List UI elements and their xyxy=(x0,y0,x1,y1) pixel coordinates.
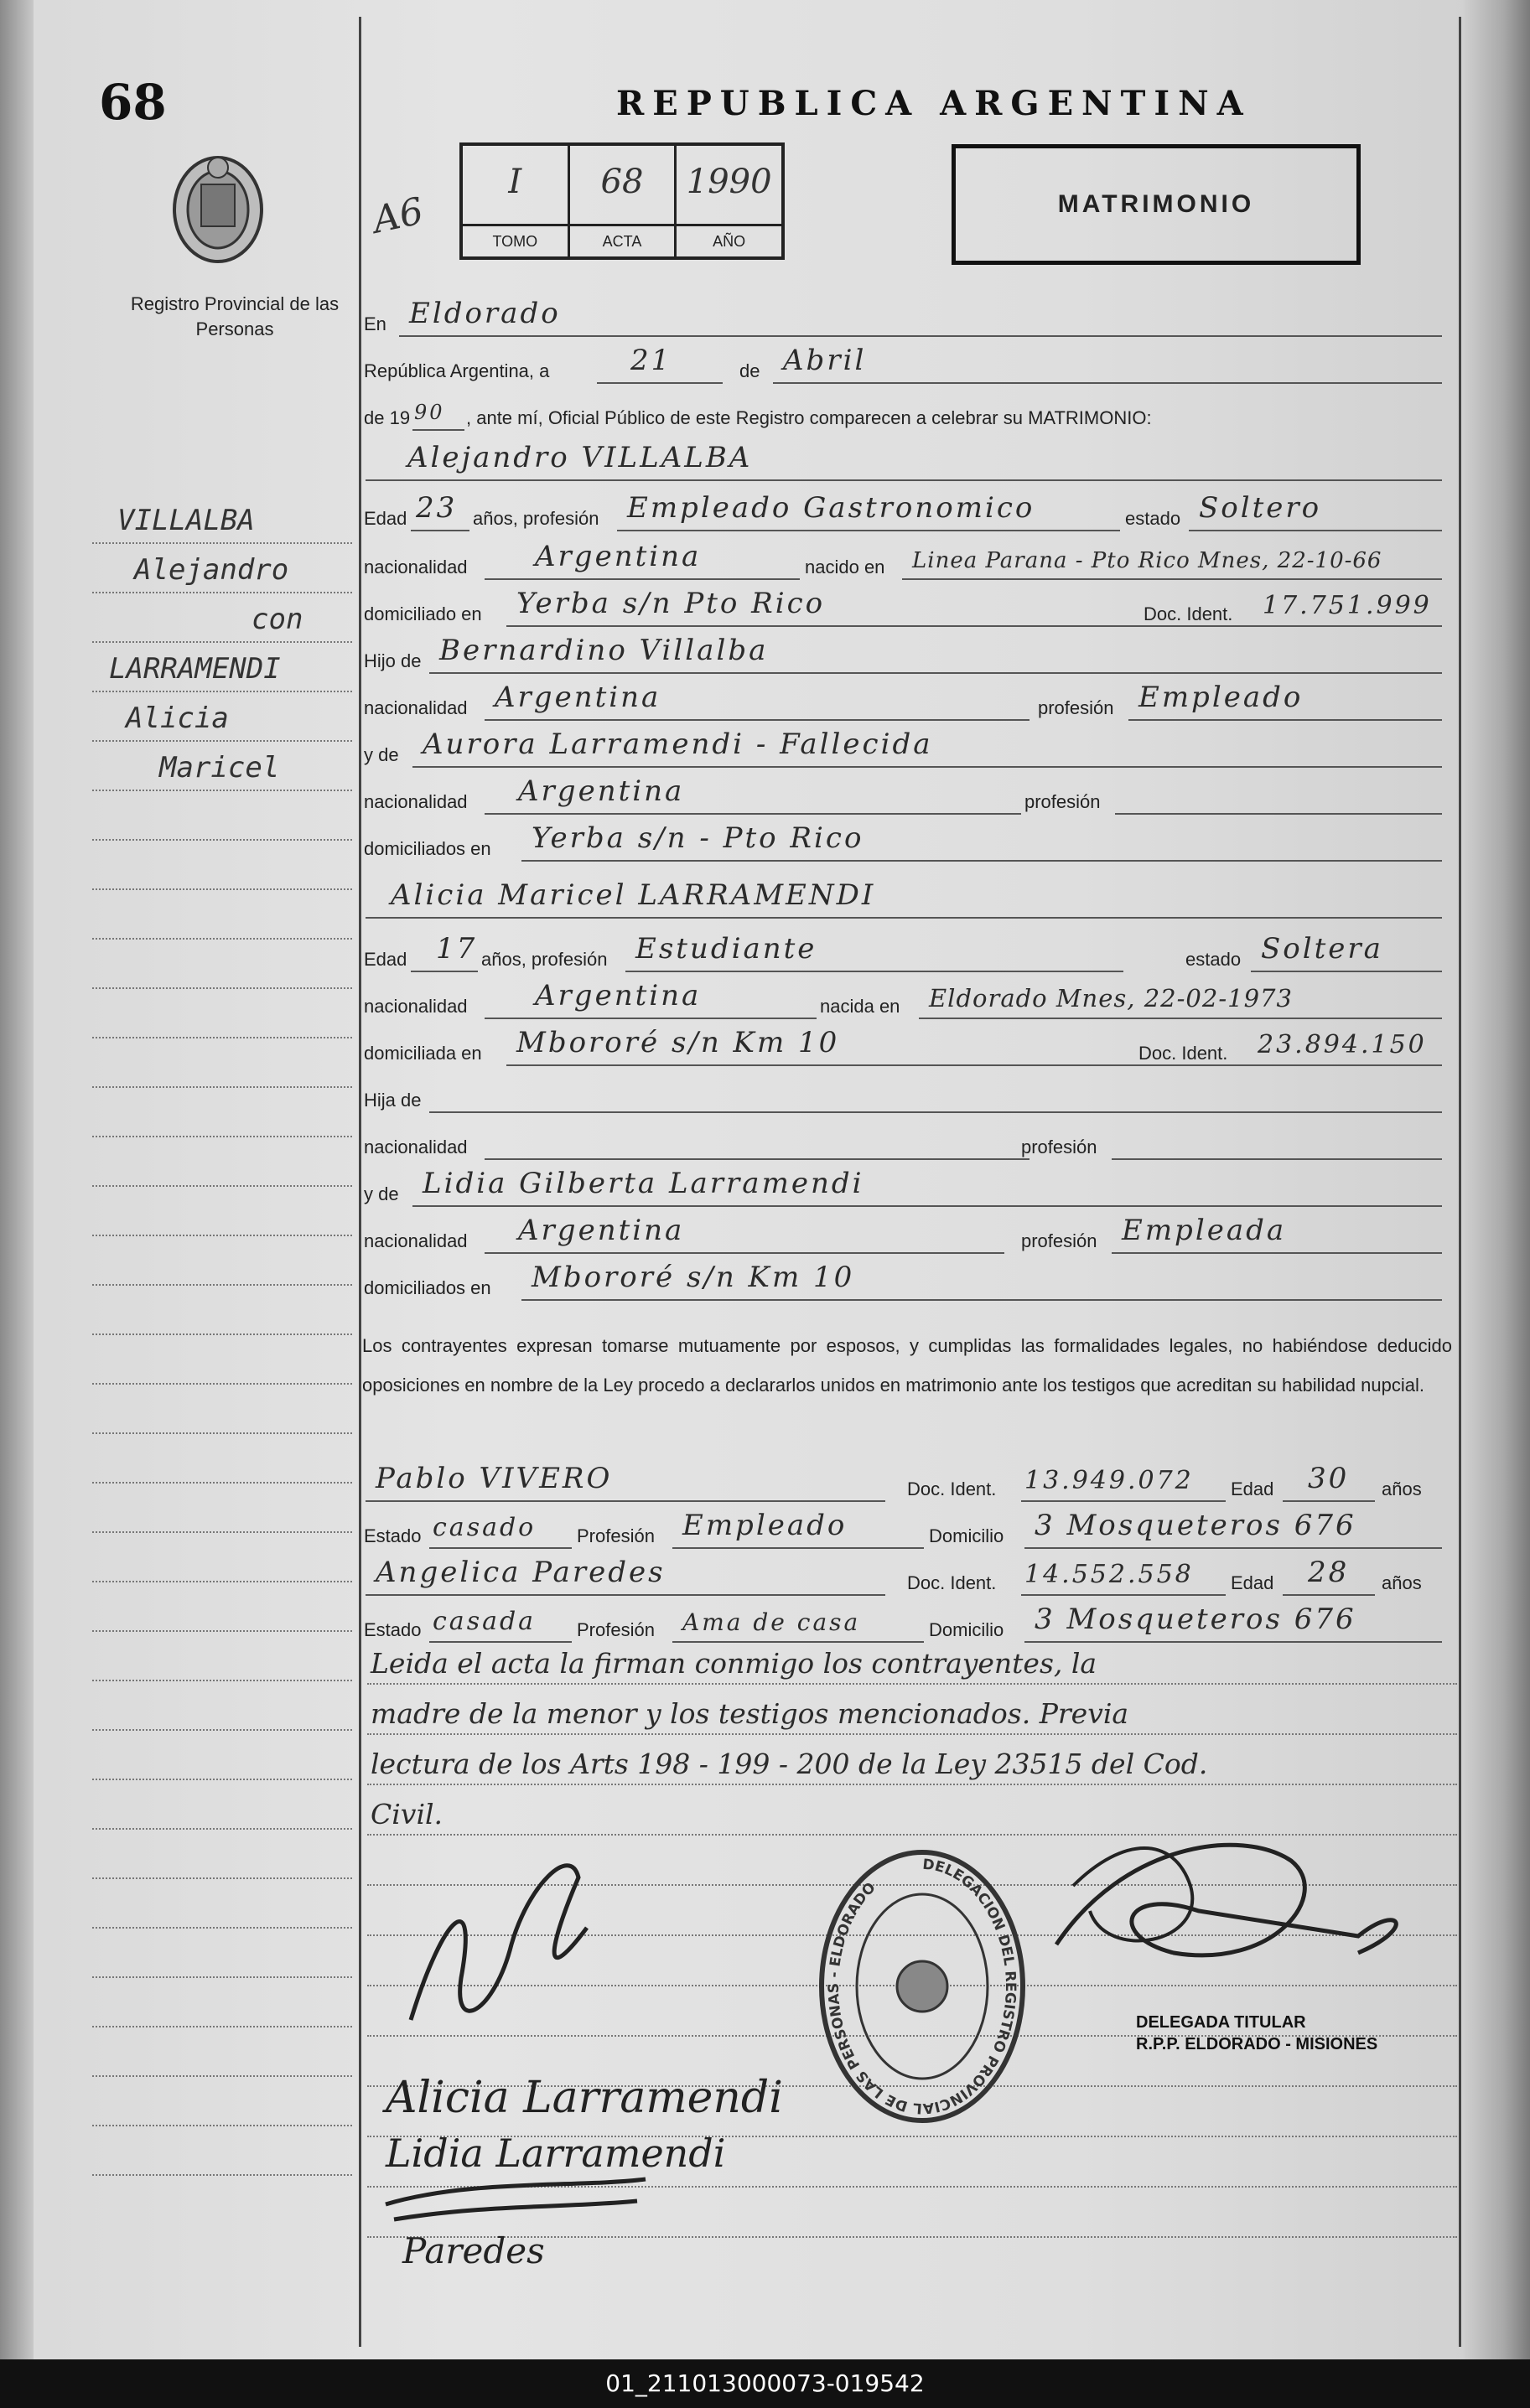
margin-line xyxy=(92,1137,352,1187)
domiciliada-label: domiciliada en xyxy=(364,1043,482,1064)
margin-line xyxy=(92,643,352,692)
seal-text: DELEGACION DEL REGISTRO PROVINCIAL DE LAS PERSONAS - ELDORADO xyxy=(825,1856,1019,2117)
margin-line xyxy=(92,1038,352,1088)
profesion-label: profesión xyxy=(1021,1137,1097,1157)
groom-doc: 17.751.999 xyxy=(1263,591,1432,620)
groom-name: Alejandro VILLALBA xyxy=(407,441,753,474)
margin-line xyxy=(92,1632,352,1681)
margin-line xyxy=(92,791,352,841)
bride-parents-address-row xyxy=(362,1257,1452,1304)
hijo-de-label: Hijo de xyxy=(364,650,422,671)
registry-name: Registro Provincial de las Personas xyxy=(130,293,340,339)
bride-status: Soltera xyxy=(1261,932,1383,966)
domicilio-label: Domicilio xyxy=(929,1619,1004,1640)
ante-mi-label: , ante mí, Oficial Público de este Registro comparecen a celebrar su MATRIMONIO: xyxy=(466,407,1152,428)
de-label: de xyxy=(739,360,760,381)
profesion-label: profesión xyxy=(1038,697,1114,718)
ceremony-year-row xyxy=(362,387,1452,434)
place-field xyxy=(399,295,1442,337)
delegate-title: DELEGADA TITULAR xyxy=(1136,2013,1306,2032)
groom-name-field xyxy=(366,439,1442,481)
bride-mother-field xyxy=(412,1165,1442,1207)
profesion-label: Profesión xyxy=(577,1619,655,1640)
page-right-edge xyxy=(1463,0,1530,2359)
domiciliado-label: domiciliado en xyxy=(364,603,482,624)
bride-nationality: Argentina xyxy=(535,979,702,1012)
groom-signature xyxy=(411,1866,587,2020)
witness-1-name: Pablo VIVERO xyxy=(376,1462,613,1495)
groom-birthplace: Linea Parana - Pto Rico Mnes, 22-10-66 xyxy=(912,548,1382,573)
bride-father-nat-field xyxy=(485,1118,1030,1160)
document-type-box: MATRIMONIO xyxy=(952,144,1361,265)
witness-1-row xyxy=(362,1458,1452,1505)
margin-name: Alejandro xyxy=(134,553,289,587)
edad-label: Edad xyxy=(364,508,407,529)
image-caption: 01_211013000073-019542 xyxy=(0,2359,1530,2408)
margin-line xyxy=(92,1434,352,1484)
bride-mother-row xyxy=(362,1163,1452,1210)
margin-line xyxy=(92,940,352,989)
month-value: Abril xyxy=(783,344,867,377)
witness-2-profession: Ama de casa xyxy=(682,1608,861,1636)
bride-birthplace: Eldorado Mnes, 22-02-1973 xyxy=(929,984,1293,1012)
margin-line xyxy=(92,2077,352,2126)
official-seal xyxy=(813,1844,1031,2129)
groom-mother-row xyxy=(362,724,1452,771)
groom-age-field xyxy=(411,489,469,531)
margin-name: Maricel xyxy=(159,751,280,785)
margin-divider xyxy=(359,17,361,2347)
bride-profession: Estudiante xyxy=(635,932,817,966)
margin-name: con xyxy=(252,603,303,636)
bride-address: Mbororé s/n Km 10 xyxy=(516,1026,840,1059)
witness-1-age: 30 xyxy=(1308,1462,1350,1495)
bride-mother-profession: Empleada xyxy=(1122,1214,1287,1247)
acta-cell xyxy=(570,146,677,256)
closing-line xyxy=(367,1735,1457,1785)
witness-1-profession: Empleado xyxy=(682,1509,848,1542)
groom-nationality-field xyxy=(485,538,800,580)
margin-line xyxy=(92,841,352,890)
place-value: Eldorado xyxy=(409,297,561,330)
groom-father-profession: Empleado xyxy=(1138,681,1304,714)
nacionalidad-label: nacionalidad xyxy=(364,791,468,812)
closing-line xyxy=(367,1685,1457,1735)
anio-label: AÑO xyxy=(677,224,781,256)
witness-1-address: 3 Mosqueteros 676 xyxy=(1035,1509,1356,1542)
margin-line xyxy=(92,2027,352,2077)
bride-doc-field xyxy=(1254,1024,1442,1066)
bride-profession-field xyxy=(625,930,1123,972)
month-field xyxy=(773,342,1442,384)
groom-profession: Empleado Gastronomico xyxy=(627,491,1035,525)
acta-prefix: A6 xyxy=(369,189,428,242)
nacionalidad-label: nacionalidad xyxy=(364,557,468,577)
witness-1-address-field xyxy=(1024,1507,1442,1549)
bride-parents-address: Mbororé s/n Km 10 xyxy=(532,1261,855,1294)
margin-line xyxy=(92,1929,352,1978)
groom-mother: Aurora Larramendi - Fallecida xyxy=(423,728,933,761)
domiciliados-label: domiciliados en xyxy=(364,838,491,859)
y-de-label: y de xyxy=(364,1183,399,1204)
acta-value: 68 xyxy=(600,163,644,201)
margin-line xyxy=(92,1780,352,1830)
bride-address-row xyxy=(362,1023,1452,1069)
bride-name-field xyxy=(366,877,1442,919)
groom-parents-address-row xyxy=(362,818,1452,865)
estado-label: Estado xyxy=(364,1525,422,1546)
doc-ident-label: Doc. Ident. xyxy=(1138,1043,1228,1064)
closing-line xyxy=(367,1634,1457,1685)
doc-ident-label: Doc. Ident. xyxy=(1144,603,1233,624)
groom-parents-address: Yerba s/n - Pto Rico xyxy=(532,821,864,855)
ceremony-place-row xyxy=(362,293,1452,340)
witness-1-doc-field xyxy=(1021,1460,1226,1502)
nacionalidad-label: nacionalidad xyxy=(364,1137,468,1157)
witness-2-doc-field xyxy=(1021,1554,1226,1596)
groom-address: Yerba s/n Pto Rico xyxy=(516,587,826,620)
margin-line xyxy=(92,544,352,593)
signature-lidia: Lidia Larramendi xyxy=(386,2131,726,2176)
margin-line xyxy=(92,1187,352,1236)
groom-father-nationality: Argentina xyxy=(495,681,661,714)
bride-age-row xyxy=(362,929,1452,976)
margin-line xyxy=(92,989,352,1038)
anios-label: años xyxy=(1382,1572,1422,1593)
bride-mother-nat-field xyxy=(485,1212,1004,1254)
groom-father-row xyxy=(362,630,1452,677)
bride-name: Alicia Maricel LARRAMENDI xyxy=(391,878,876,912)
profesion-label: profesión xyxy=(1021,1230,1097,1251)
domiciliados-label: domiciliados en xyxy=(364,1277,491,1298)
profesion-label: Profesión xyxy=(577,1525,655,1546)
tomo-value: I xyxy=(508,163,522,201)
witness-2-age: 28 xyxy=(1308,1556,1350,1589)
groom-birthplace-field xyxy=(902,538,1442,580)
margin-line xyxy=(92,1830,352,1879)
nacido-en-label: nacido en xyxy=(805,557,885,577)
witness-1-prof-field xyxy=(672,1507,924,1549)
margin-line xyxy=(92,1286,352,1335)
groom-status-field xyxy=(1189,489,1442,531)
margin-line xyxy=(92,742,352,791)
anios-profesion-label: años, profesión xyxy=(473,508,599,529)
page-title: REPUBLICA ARGENTINA xyxy=(616,84,1252,123)
bride-nationality-field xyxy=(485,977,817,1019)
delegate-stamp xyxy=(1136,2012,1413,2055)
groom-parents-address-field xyxy=(521,820,1442,862)
edad-label: Edad xyxy=(1231,1478,1274,1499)
margin-line xyxy=(92,692,352,742)
witness-1-status-field xyxy=(429,1507,572,1549)
seal-emblem-icon xyxy=(897,1961,947,2012)
year-field xyxy=(412,389,464,431)
margin-line xyxy=(92,1731,352,1780)
ceremony-date-row xyxy=(362,340,1452,387)
year-prefix-label: de 19 xyxy=(364,407,411,428)
groom-father-nat-row xyxy=(362,677,1452,724)
margin-line xyxy=(92,1681,352,1731)
groom-address-row xyxy=(362,583,1452,630)
witness-1-detail-row xyxy=(362,1505,1452,1552)
declaration-text: Los contrayentes expresan tomarse mutuamente por esposos, y cumplidas las formalidades legales, no habiéndose deducido oposiciones en nombre de la Ley procedo a declararlos unidos en matrimonio ante los testigos que acreditan su habilidad nupcial. xyxy=(362,1335,1452,1396)
anio-value: 1990 xyxy=(686,163,772,201)
bride-father-prof-field xyxy=(1112,1118,1442,1160)
acta-reference-box xyxy=(459,142,785,260)
margin-name: VILLALBA xyxy=(117,504,255,537)
domicilio-label: Domicilio xyxy=(929,1525,1004,1546)
estado-label: estado xyxy=(1125,508,1181,529)
groom-nationality-row xyxy=(362,536,1452,583)
witness-1-doc: 13.949.072 xyxy=(1024,1466,1194,1495)
closing-text: Civil. xyxy=(371,1798,443,1831)
bride-nationality-row xyxy=(362,976,1452,1023)
margin-line xyxy=(92,1879,352,1929)
hija-de-label: Hija de xyxy=(364,1090,422,1111)
groom-mother-nationality: Argentina xyxy=(518,774,685,808)
margin-line xyxy=(92,1978,352,2027)
groom-father: Bernardino Villalba xyxy=(439,634,769,667)
margin-line xyxy=(92,1582,352,1632)
bride-father-field xyxy=(429,1071,1442,1113)
bride-father-row xyxy=(362,1069,1452,1116)
bride-age: 17 xyxy=(436,932,478,966)
bride-name-row xyxy=(362,875,1452,922)
closing-text: Leida el acta la firman conmigo los contrayentes, la xyxy=(371,1647,1097,1680)
doc-ident-label: Doc. Ident. xyxy=(907,1572,997,1593)
book-binding xyxy=(0,0,34,2359)
witness-2-age-field xyxy=(1283,1554,1375,1596)
officer-signature xyxy=(1056,1845,1396,1955)
margin-line xyxy=(92,1385,352,1434)
struck-signature xyxy=(386,2179,646,2219)
anio-cell xyxy=(677,146,781,256)
groom-status: Soltero xyxy=(1199,491,1322,525)
witness-2-status: casada xyxy=(433,1607,537,1636)
nacionalidad-label: nacionalidad xyxy=(364,996,468,1017)
groom-age: 23 xyxy=(416,491,458,525)
witness-2-name: Angelica Paredes xyxy=(376,1556,666,1589)
bride-father-nat-row xyxy=(362,1116,1452,1163)
bride-mother-nat-row xyxy=(362,1210,1452,1257)
groom-doc-field xyxy=(1259,585,1442,627)
delegate-office: R.P.P. ELDORADO - MISIONES xyxy=(1136,2035,1378,2053)
profesion-label: profesión xyxy=(1024,791,1101,812)
groom-mother-nat-row xyxy=(362,771,1452,818)
margin-name: Alicia xyxy=(126,702,229,735)
nacida-en-label: nacida en xyxy=(820,996,900,1017)
coat-of-arms-icon xyxy=(168,151,268,268)
witness-2-address: 3 Mosqueteros 676 xyxy=(1035,1603,1356,1636)
margin-line xyxy=(92,1533,352,1582)
estado-label: Estado xyxy=(364,1619,422,1640)
bride-doc: 23.894.150 xyxy=(1258,1030,1427,1059)
acta-label: ACTA xyxy=(570,224,675,256)
groom-nationality: Argentina xyxy=(535,540,702,573)
bride-mother-prof-field xyxy=(1112,1212,1442,1254)
margin-name: LARRAMENDI xyxy=(109,652,281,686)
en-label: En xyxy=(364,313,386,334)
margin-line xyxy=(92,495,352,544)
edad-label: Edad xyxy=(364,949,407,970)
closing-text: madre de la menor y los testigos mencionados. Previa xyxy=(371,1697,1129,1730)
anios-profesion-label: años, profesión xyxy=(481,949,608,970)
witness-2-doc: 14.552.558 xyxy=(1024,1560,1194,1589)
groom-father-prof-field xyxy=(1128,679,1442,721)
page-number: 68 xyxy=(99,74,167,131)
doc-ident-label: Doc. Ident. xyxy=(907,1478,997,1499)
year-value: 90 xyxy=(414,401,445,424)
groom-mother-prof-field xyxy=(1115,773,1442,815)
signature-alicia: Alicia Larramendi xyxy=(386,2073,783,2123)
tomo-label: TOMO xyxy=(463,224,568,256)
witness-2-name-field xyxy=(366,1554,885,1596)
bride-mother: Lidia Gilberta Larramendi xyxy=(423,1167,864,1200)
signature-paredes: Paredes xyxy=(402,2230,545,2271)
groom-age-row xyxy=(362,488,1452,535)
right-border-line xyxy=(1459,17,1461,2347)
witness-1-age-field xyxy=(1283,1460,1375,1502)
anios-label: años xyxy=(1382,1478,1422,1499)
margin-line xyxy=(92,890,352,940)
bride-mother-nationality: Argentina xyxy=(518,1214,685,1247)
groom-name-row xyxy=(362,438,1452,484)
tomo-cell xyxy=(463,146,570,256)
y-de-label: y de xyxy=(364,744,399,765)
margin-line xyxy=(92,2126,352,2176)
republica-label: República Argentina, a xyxy=(364,360,550,381)
margin-line xyxy=(92,1484,352,1533)
margin-line xyxy=(92,1335,352,1385)
witness-1-name-field xyxy=(366,1460,885,1502)
groom-profession-field xyxy=(617,489,1120,531)
bride-age-field xyxy=(411,930,478,972)
groom-mother-nat-field xyxy=(485,773,1021,815)
estado-label: estado xyxy=(1185,949,1242,970)
closing-text: lectura de los Arts 198 - 199 - 200 de la Ley 23515 del Cod. xyxy=(371,1748,1208,1780)
margin-names xyxy=(92,495,352,2176)
day-field xyxy=(597,342,723,384)
day-value: 21 xyxy=(630,344,672,377)
bride-birthplace-field xyxy=(919,977,1442,1019)
witness-2-row xyxy=(362,1552,1452,1599)
margin-line xyxy=(92,593,352,643)
groom-father-field xyxy=(429,632,1442,674)
bride-parents-address-field xyxy=(521,1259,1442,1301)
witness-1-status: casado xyxy=(433,1513,537,1542)
margin-line xyxy=(92,1088,352,1137)
groom-mother-field xyxy=(412,726,1442,768)
nacionalidad-label: nacionalidad xyxy=(364,1230,468,1251)
nacionalidad-label: nacionalidad xyxy=(364,697,468,718)
groom-father-nat-field xyxy=(485,679,1030,721)
margin-line xyxy=(92,1236,352,1286)
bride-status-field xyxy=(1251,930,1442,972)
edad-label: Edad xyxy=(1231,1572,1274,1593)
